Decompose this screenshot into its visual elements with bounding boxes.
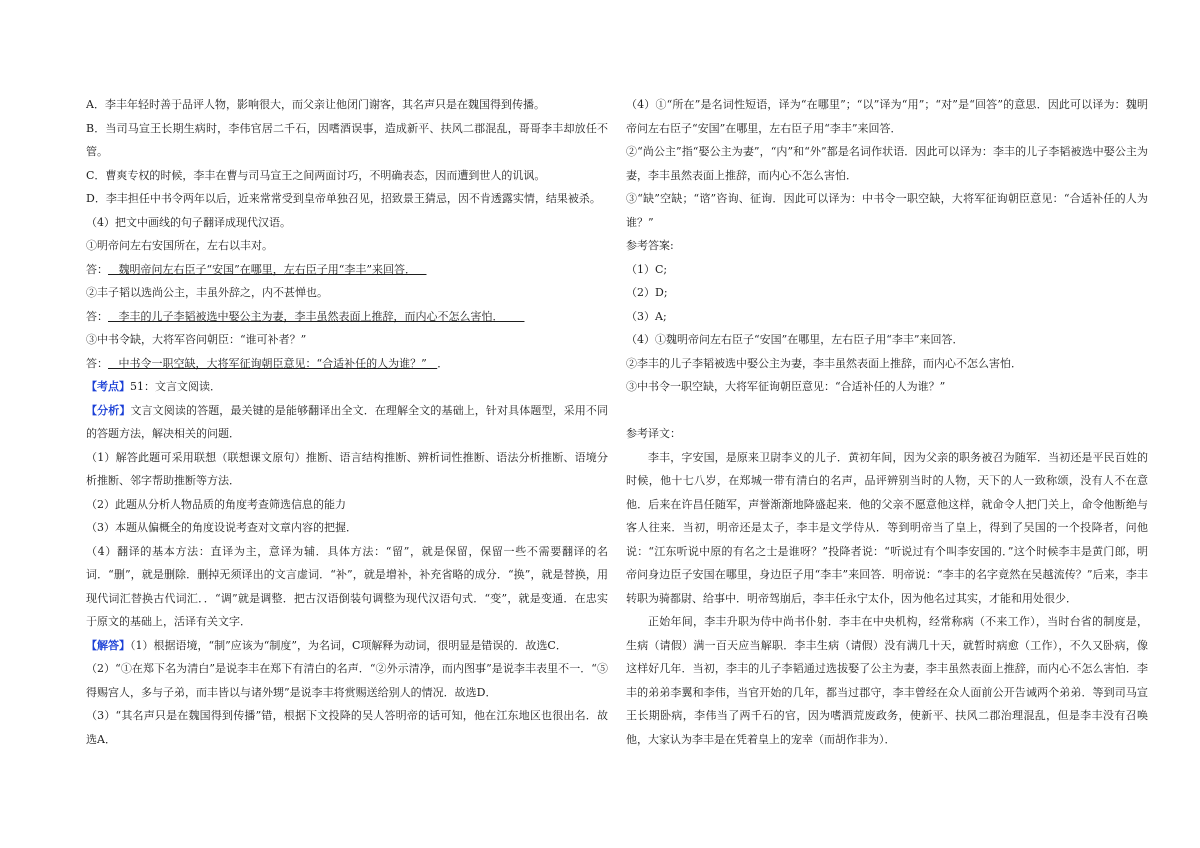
analysis-4-1: （4）①“所在”是名词性短语，译为“在哪里”；“以”译为“用”；“对”是“回答”的意思．因此可以译为：魏明帝问左右臣子“安国”在哪里，左右臣子用“李丰”来回答． <box>626 98 1148 135</box>
answer-prefix: 答： <box>86 309 108 323</box>
reference-answer-1: （1）C; <box>626 262 668 276</box>
option-a: A．李丰年轻时善于品评人物，影响很大，而父亲让他闭门谢客，其名声只是在魏国得到传播。 <box>86 98 545 111</box>
reference-answer-5: ②李丰的儿子李韬被选中娶公主为妻，李丰虽然表面上推辞，而内心不怎么害怕． <box>626 356 1022 370</box>
sentence-3: ③中书令缺，大将军咨问朝臣：“谁可补者？” <box>86 333 307 346</box>
answer-1 <box>86 258 608 282</box>
option-b: B．当司马宣王长期生病时，李伟官居二千石，因嗜酒误事，造成新平、扶风二郡混乱，哥哥李丰却放任不管。 <box>86 121 608 158</box>
jieda-item-2: （2）“①在郑下名为清白”是说李丰在郑下有清白的名声．“②外示清净，而内图事”是说李丰表里不一．“⑤得赐宫人，多与子弟，而丰皆以与诸外甥”是说李丰将赏赐送给别人的情况．故选D． <box>86 662 608 699</box>
jieda-item-1: （1）根据语境，“制”应该为“制度”，为名词，C项解释为动词，很明显是错误的．故选C． <box>130 638 567 652</box>
option-c: C．曹爽专权的时候，李丰在曹与司马宣王之间两面讨巧，不明确表态，因而遭到世人的讥讽。 <box>86 168 546 182</box>
answer-3 <box>86 352 608 376</box>
left-column <box>86 93 608 751</box>
analysis-4-2: ②“尚公主”指“娶公主为妻”，“内”和“外”都是名词作状语．因此可以译为：李丰的儿子李韬被选中娶公主为妻，李丰虽然表面上推辞，而内心不怎么害怕． <box>626 145 1148 182</box>
answer-2-text: 李丰的儿子李韬被选中娶公主为妻，李丰虽然表面上推辞，而内心不怎么害怕． <box>108 309 525 323</box>
spacer <box>626 399 1148 423</box>
translation-paragraph-1: 李丰，字安国，是原来卫尉李义的儿子．黄初年间，因为父亲的职务被召为随军．当初还是平民百姓的时候，他十七八岁，在郑城一带有清白的名声，品评辨别当时的人物，天下的人一致称颂，没有人不在意他．后来在许昌任随军，声誉渐渐地降盛起来．他的父亲不愿意他这样，就命令人把门关上，命令他断绝与客人往来．当初，明帝还是太子，李丰是文学侍从．等到明帝当了皇上，得到了吴国的一个投降者，问他说：“江东听说中原的有名之士是谁呀？”投降者说：“听说过有个叫李安国的．”这个时候李丰是黄门郎，明帝问身边臣子安国在哪里，身边臣子用“李丰”来回答．明帝说：“李丰的名字竟然在吴越流传？”后来，李丰转职为骑都尉、给事中．明帝驾崩后，李丰任永宁太仆，因为他名过其实，才能和用处很少． <box>626 450 1148 605</box>
fenxi-paragraph <box>86 399 608 446</box>
answer-1-text: 魏明帝问左右臣子“安国”在哪里，左右臣子用“李丰”来回答． <box>108 262 427 276</box>
answer-prefix: 答： <box>86 262 108 276</box>
kaodian-line <box>86 375 608 399</box>
sentence-2: ②丰子韬以选尚公主，丰虽外辞之，内不甚惮也。 <box>86 286 328 299</box>
answer-2 <box>86 305 608 329</box>
jieda-line <box>86 634 608 658</box>
reference-answer-2: （2）D; <box>626 286 668 299</box>
translation-paragraph-2: 正始年间，李丰升职为侍中尚书仆射．李丰在中央机构，经常称病（不来工作），当时台省的制度是，生病（请假）满一百天应当解职．李丰生病（请假）没有满几十天，就暂时病愈（工作），不久又卧病，像这样好几年．当初，李丰的儿子李韬通过选拔娶了公主为妻，李丰虽然表面上推辞，而内心不怎么害怕．李丰的弟弟李翼和李伟，当官开始的几年，都当过郡守，李丰曾经在众人面前公开告诫两个弟弟．等到司马宣王长期卧病，李伟当了两千石的官，因为嗜酒荒废政务，使新平、扶风二郡治理混乱，但是李丰没有召唤他，大家认为李丰是在凭着皇上的宠幸（而胡作非为）． <box>626 615 1148 746</box>
kaodian-tag: 【考点】 <box>86 380 130 393</box>
fenxi-item-2: （2）此题从分析人物品质的角度考查筛选信息的能力 <box>86 497 346 511</box>
reference-answer-6: ③中书令一职空缺，大将军征询朝臣意见：“合适补任的人为谁？” <box>626 380 946 393</box>
fenxi-item-1: （1）解答此题可采用联想（联想课文原句）推断、语言结构推断、辨析词性推断、语法分析推断、语境分析推断、邻字帮助推断等方法． <box>86 450 608 487</box>
kaodian-text: 51：文言文阅读． <box>130 380 221 393</box>
jieda-tag: 【解答】 <box>86 638 130 652</box>
reference-answer-4: （4）①魏明帝问左右臣子“安国”在哪里，左右臣子用“李丰”来回答． <box>626 333 964 346</box>
analysis-4-3: ③“缺”空缺；“谘”咨询、征询．因此可以译为：中书令一职空缺，大将军征询朝臣意见：“合适补任的人为谁？” <box>626 192 1148 229</box>
jieda-item-3: （3）“其名声只是在魏国得到传播”错，根据下文投降的吴人答明帝的话可知，他在江东地区也很出名．故选A． <box>86 709 608 746</box>
reference-answer-3: （3）A; <box>626 309 667 323</box>
translation-title: 参考译文： <box>626 427 681 440</box>
fenxi-tag: 【分析】 <box>86 403 131 417</box>
reference-answer-title: 参考答案: <box>626 239 674 252</box>
fenxi-text: 文言文阅读的答题，最关键的是能够翻译出全文．在理解全文的基础上，针对具体题型，采用不同的答题方法，解决相关的问题． <box>86 403 608 440</box>
right-column <box>626 93 1148 751</box>
question-4-heading: （4）把文中画线的句子翻译成现代汉语。 <box>86 215 291 229</box>
option-d: D．李丰担任中书令两年以后，近来常常受到皇帝单独召见，招致景王猜忌，因不肯透露实情，结果被杀。 <box>86 192 601 205</box>
answer-3-text: 中书令一职空缺，大将军征询朝臣意见：“合适补任的人为谁？” <box>108 356 438 370</box>
fenxi-item-3: （3）本题从偏概全的角度设说考查对文章内容的把握． <box>86 521 357 534</box>
answer-3-suffix: ． <box>437 356 449 370</box>
sentence-1: ①明帝问左右安国所在，左右以丰对。 <box>86 239 273 252</box>
answer-prefix: 答： <box>86 356 108 370</box>
fenxi-item-4: （4）翻译的基本方法：直译为主，意译为辅．具体方法：“留”，就是保留，保留一些不需要翻译的名词．“删”，就是删除．删掉无须译出的文言虚词．“补”，就是增补，补充省略的成分．“换”，就是替换，用现代词汇替换古代词汇．．“调”就是调整．把古汉语倒装句调整为现代汉语句式．“变”，就是变通．在忠实于原文的基础上，活译有关文字． <box>86 544 608 628</box>
